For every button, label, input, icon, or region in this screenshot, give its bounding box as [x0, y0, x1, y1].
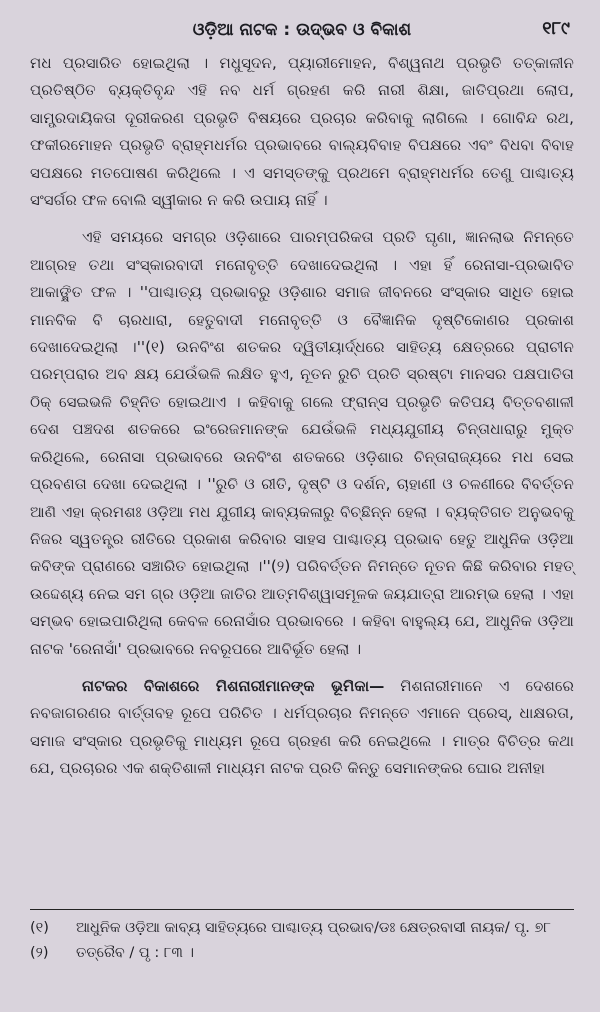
footnote-1 — [30, 916, 574, 941]
footnote-2 — [30, 941, 574, 966]
section-heading-missionaries: ନାଟକର ବିକାଶରେ ମିଶନାରୀମାନଙ୍କ ଭୂମିକା— — [82, 676, 385, 695]
paragraph-3 — [30, 673, 574, 783]
running-title: ଓଡ଼ିଆ ନାଟକ : ଉଦ୍ଭବ ଓ ବିକାଶ — [192, 20, 412, 40]
paragraph-2-text: ଏହି ସମୟରେ ସମଗ୍ର ଓଡ଼ିଶାରେ ପାରମ୍ପରିକତା ପ୍ରତି ଘୃଣା, ଜ୍ଞାନଲାଭ ନିମନ୍ତେ ଆଗ୍ରହ ତଥା ସଂସ୍କାରବାଦୀ ମନୋବୃତ୍ତି ଦେଖାଦେଇଥିଲା । ଏହା ହିଁ ରେନାସା-ପ୍ରଭାବିତ ଆକାଙ୍କ୍ଷିତ ଫଳ । ''ପାଶ୍ଚାତ୍ୟ ପ୍ରଭାବରୁ ଓଡ଼ିଶାର ସମାଜ ଜୀବନରେ ସଂସ୍କାର ସାଧିତ ହୋଇ ମାନବିକ ବି ଚାରଧାରା, ହେତୁବାଦୀ ମନୋବୃତ୍ତି ଓ ବୈଜ୍ଞାନିକ ଦୃଷ୍ଟିକୋଣର ପ୍ରକାଶ ଦେଖାଦେଇଥିଲା ।''(୧) ଉନବିଂଶ ଶତକର ଦ୍ୱିତୀୟାର୍ଦ୍ଧରେ ସାହିତ୍ୟ କ୍ଷେତ୍ରରେ ପ୍ରାଚୀନ ପରମ୍ପରାର ଅବ କ୍ଷୟ ଯେଉଁଭଳି ଲକ୍ଷିତ ହୁଏ, ନୂତନ ରୁଚି ପ୍ରତି ସ୍ରଷ୍ଟା ମାନସର ପକ୍ଷପାତିତା ଠିକ୍ ସେଇଭଳି ଚିହ୍ନିତ ହୋଇଥାଏ । କହିବାକୁ ଗଲେ ଫ୍ରାନ୍ସ ପ୍ରଭୃତି କତିପୟ ବିତ୍ତବଶାଳୀ ଦେଶ ପଞ୍ଚଦଶ ଶତକରେ ଇଂରେଜମାନଙ୍କ ଯେଉଁଭଳି ମଧ୍ୟଯୁଗୀୟ ଚିନ୍ତାଧାରାରୁ ମୁକ୍ତ କରିଥିଲେ, ରେନାସା ପ୍ରଭାବରେ ଉନବିଂଶ ଶତକରେ ଓଡ଼ିଶାର ଚିନ୍ତାରାଜ୍ୟରେ ମଧ ସେଇ ପ୍ରବଣତା ଦେଖା ଦେଇଥିଲା । ''ରୁଚି ଓ ରୀତି, ଦୃଷ୍ଟି ଓ ଦର୍ଶନ, ଚାହାଣୀ ଓ ଚଳଣୀରେ ବିବର୍ତ୍ତନ ଆଣି ଏହା କ୍ରମଶଃ ଓଡ଼ିଆ ମଧ ଯୁଗୀୟ କାବ୍ୟକଳାରୁ ବିଚ୍ଛିନ୍ନ ହେଲା । ବ୍ୟକ୍ତିଗତ ଅନୁଭବକୁ ନିଜର ସ୍ୱତନ୍ତ୍ର ରୀତିରେ ପ୍ରକାଶ କରିବାର ସାହସ ପାଶ୍ଚାତ୍ୟ ପ୍ରଭାବ ହେତୁ ଆଧୁନିକ ଓଡ଼ିଆ କବିଙ୍କ ପ୍ରାଣରେ ସଞ୍ଚାରିତ ହୋଇଥିଲା ।''(୨) ପରିବର୍ତ୍ତନ ନିମନ୍ତେ ନୂତନ କିଛି କରିବାର ମହତ୍ ଉଦ୍ଦେଶ୍ୟ ନେଇ ସମ ଗ୍ର ଓଡ଼ିଆ ଜାତିର ଆତ୍ମବିଶ୍ୱାସମୂଳକ ଜୟଯାତ୍ରା ଆରମ୍ଭ ହେଲା । ଏହା ସମ୍ଭବ ହୋଇପାରିଥିଲା କେବଳ ରେନାସାଁର ପ୍ରଭାବରେ । କହିବା ବାହୁଲ୍ୟ ଯେ, ଆଧୁନିକ ଓଡ଼ିଆ ନାଟକ 'ରେନାସାଁ' ପ୍ରଭାବରେ ନବରୂପରେ ଆବିର୍ଭୂତ ହେଲା । — [30, 228, 574, 658]
footnote-1-mark: (୧) — [30, 920, 49, 936]
footnote-divider — [30, 909, 574, 910]
footnote-2-mark: (୨) — [30, 945, 49, 961]
footnote-1-text: ଆଧୁନିକ ଓଡ଼ିଆ କାବ୍ୟ ସାହିତ୍ୟରେ ପାଶ୍ଚାତ୍ୟ ପ୍ରଭାବ/ଡଃ କ୍ଷେତ୍ରବାସୀ ନାୟକ/ ପୃ. ୭୮ — [76, 920, 551, 936]
footnotes — [30, 916, 574, 966]
paragraph-3-text: ମିଶନାରୀମାନେ ଏ ଦେଶରେ ନବଜାଗରଣର ବାର୍ତ୍ତାବହ ରୂପେ ପରିଚିତ । ଧର୍ମପ୍ରଚାର ନିମନ୍ତେ ଏମାନେ ପ୍ରେସ୍, ଧାକ୍ଷରତା, ସମାଜ ସଂସ୍କାର ପ୍ରଭୃତିକୁ ମାଧ୍ୟମ ରୂପେ ଗ୍ରହଣ କରି ନେଇଥିଲେ । ମାତ୍ର ବିଚିତ୍ର କଥା ଯେ, ପ୍ରଚାରର ଏକ ଶକ୍ତିଶାଳୀ ମାଧ୍ୟମ ନାଟକ ପ୍ରତି କିନ୍ତୁ ସେମାନଙ୍କର ଘୋର ଅନୀହା — [30, 676, 574, 778]
paragraph-1-text: ମଧ ପ୍ରସାରିତ ହୋଇଥିଲା । ମଧୁସୂଦନ, ପ୍ୟାରୀମୋହନ, ବିଶ୍ୱନାଥ ପ୍ରଭୃତି ତତ୍କାଳୀନ ପ୍ରତିଷ୍ଠିତ ବ୍ୟକ୍ତିବୃନ୍ଦ ଏହି ନବ ଧର୍ମ ଗ୍ରହଣ କରି ନାରୀ ଶିକ୍ଷା, ଜାତିପ୍ରଥା ଲୋପ, ସାମ୍ପ୍ରଦାୟିକତା ଦୂରୀକରଣ ପ୍ରଭୃତି ବିଷୟରେ ପ୍ରଚାର କରିବାକୁ ଲାଗିଲେ । ଗୋବିନ୍ଦ ରଥ, ଫକୀରମୋହନ ପ୍ରଭୃତି ବ୍ରାହ୍ମଧର୍ମର ପ୍ରଭାବରେ ବାଲ୍ୟବିବାହ ବିପକ୍ଷରେ ଏବଂ ବିଧବା ବିବାହ ସପକ୍ଷରେ ମତପୋଷଣ କରିଥିଲେ । ଏ ସମସ୍ତଙ୍କୁ ପ୍ରଥମେ ବ୍ରାହ୍ମଧର୍ମର ତେଣୁ ପାଶ୍ଚାତ୍ୟ ସଂସର୍ଗର ଫଳ ବୋଲି ସ୍ୱୀକାର ନ କରି ଉପାୟ ନାହିଁ । — [30, 54, 574, 210]
paragraph-1 — [30, 50, 574, 214]
footnote-2-text: ତତ୍ରୈବ / ପୃ : ୮୩ । — [76, 945, 194, 961]
page-number: ୧୮୯ — [542, 18, 570, 39]
page-header — [30, 14, 574, 50]
body-text — [30, 50, 574, 783]
paragraph-2 — [30, 224, 574, 663]
